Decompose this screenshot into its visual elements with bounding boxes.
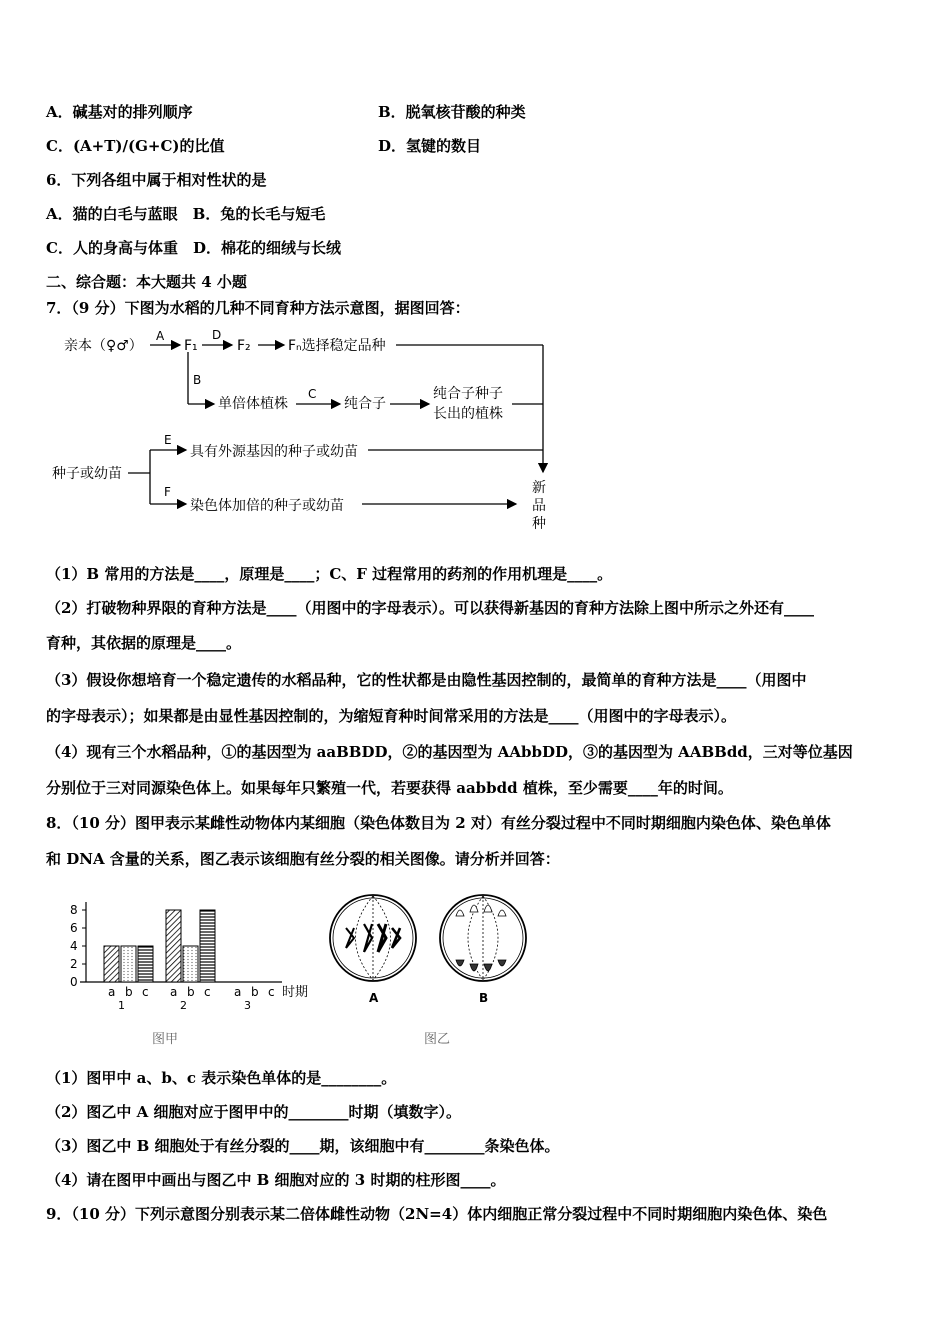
q7-sub-2b: 育种，其依据的原理是____。 [46, 634, 242, 652]
q7-sub-2a: （2）打破物种界限的育种方法是____（用图中的字母表示）。可以获得新基因的育种方法除上图中所示之外还有____ [46, 599, 814, 617]
q6-stem: 6．下列各组中属于相对性状的是 [46, 171, 267, 189]
chart-y-tick-label: 2 [70, 957, 78, 971]
chart-x-category-label: c [142, 985, 149, 999]
chart-x-category-label: b [187, 985, 195, 999]
cell-figure [326, 880, 536, 1020]
chart-group-label: 2 [180, 999, 187, 1012]
diagram-fn: Fₙ选择稳定品种 [288, 338, 386, 354]
diagram-label-d: D [212, 328, 222, 342]
diagram-seedling: 种子或幼苗 [52, 466, 122, 482]
chart-x-category-label: b [251, 985, 259, 999]
diagram-label-b: B [193, 373, 202, 387]
chart-group-label: 1 [118, 999, 125, 1012]
q5-option-d: D．氢键的数目 [378, 137, 482, 155]
q8-stem-2: 和 DNA 含量的关系，图乙表示该细胞有丝分裂的相关图像。请分析并回答： [46, 850, 560, 868]
diagram-pure-plant: 长出的植株 [433, 406, 503, 422]
cell-b-label: B [479, 991, 489, 1005]
q7-sub-4b: 分别位于三对同源染色体上。如果每年只繁殖一代，若要获得 aabbdd 植株，至少需要____年的时间。 [46, 779, 733, 797]
chart-x-category-label: c [204, 985, 211, 999]
chart-x-category-label: a [108, 985, 116, 999]
diagram-pure-seed: 纯合子种子 [433, 386, 503, 402]
cell-a-label: A [369, 991, 379, 1005]
q7-sub-3b: 的字母表示）；如果都是由显性基因控制的，为缩短育种时间常采用的方法是____（用图中的字母表示）。 [46, 707, 737, 725]
diagram-new-3: 种 [532, 516, 546, 532]
chart-x-axis-label: 时期 [282, 985, 309, 1000]
chart-bar [183, 946, 198, 982]
chart-x-category-label: b [125, 985, 133, 999]
cell-caption-yi: 图乙 [424, 1032, 451, 1047]
diagram-haploid: 单倍体植株 [218, 396, 288, 412]
chart-bar [138, 946, 153, 982]
q7-sub-4a: （4）现有三个水稻品种，①的基因型为 aaBBDD，②的基因型为 AAbbDD，③的基因型为 AABBdd，三对等位基因 [46, 743, 853, 761]
diagram-label-e: E [164, 433, 172, 447]
chart-y-tick-label: 8 [70, 903, 78, 917]
chart-caption-jia: 图甲 [152, 1032, 179, 1047]
chart-jia [46, 886, 326, 1050]
diagram-label-c: C [308, 387, 317, 401]
diagram-label-f: F [164, 485, 171, 499]
chart-x-category-label: c [268, 985, 275, 999]
q7-sub-3a: （3）假设你想培育一个稳定遗传的水稻品种，它的性状都是由隐性基因控制的，最简单的育种方法是____（用图中 [46, 671, 807, 689]
q7-stem: 7．（9 分）下图为水稻的几种不同育种方法示意图，据图回答： [46, 299, 470, 317]
diagram-doubled: 染色体加倍的种子或幼苗 [190, 498, 344, 514]
diagram-new-2: 品 [532, 498, 546, 514]
chart-bar [121, 946, 136, 982]
chart-group-label: 3 [244, 999, 251, 1012]
diagram-homozygote: 纯合子 [344, 396, 386, 412]
diagram-label-a: A [156, 329, 165, 343]
q8-sub-3: （3）图乙中 B 细胞处于有丝分裂的____期，该细胞中有________条染色体。 [46, 1137, 560, 1155]
breeding-diagram [46, 322, 556, 542]
q8-stem-1: 8．（10 分）图甲表示某雌性动物体内某细胞（染色体数目为 2 对）有丝分裂过程中不同时期细胞内染色体、染色单体 [46, 814, 831, 832]
diagram-f1: F₁ [184, 338, 198, 354]
q8-sub-2: （2）图乙中 A 细胞对应于图甲中的________时期（填数字）。 [46, 1103, 462, 1121]
diagram-parents: 亲本（♀♂） [64, 338, 143, 354]
chart-x-category-label: a [170, 985, 178, 999]
chart-bar [200, 910, 215, 982]
chart-y-tick-label: 4 [70, 939, 78, 953]
chart-bar [104, 946, 119, 982]
q6-options-cd: C．人的身高与体重 D．棉花的细绒与长绒 [46, 239, 341, 257]
chart-bar [166, 910, 181, 982]
chart-y-tick-label: 6 [70, 921, 78, 935]
chart-x-category-label: a [234, 985, 242, 999]
chart-y-tick-label: 0 [70, 975, 78, 989]
q8-sub-4: （4）请在图甲中画出与图乙中 B 细胞对应的 3 时期的柱形图____。 [46, 1171, 506, 1189]
q5-option-c: C．(A+T)/(G+C)的比值 [46, 137, 225, 155]
diagram-f2: F₂ [237, 338, 251, 354]
q8-sub-1: （1）图甲中 a、b、c 表示染色单体的是________。 [46, 1069, 397, 1087]
q5-option-a: A．碱基对的排列顺序 [46, 103, 193, 121]
q7-sub-1: （1）B 常用的方法是____，原理是____；C、F 过程常用的药剂的作用机理是____。 [46, 565, 613, 583]
section-heading: 二、综合题：本大题共 4 小题 [46, 273, 247, 291]
q6-options-ab: A．猫的白毛与蓝眼 B．兔的长毛与短毛 [46, 205, 326, 223]
q9-stem: 9．（10 分）下列示意图分别表示某二倍体雌性动物（2N=4）体内细胞正常分裂过程中不同时期细胞内染色体、染色 [46, 1205, 828, 1223]
diagram-foreign: 具有外源基因的种子或幼苗 [190, 444, 358, 460]
q5-option-b: B．脱氧核苷酸的种类 [378, 103, 526, 121]
diagram-new-1: 新 [532, 480, 546, 496]
